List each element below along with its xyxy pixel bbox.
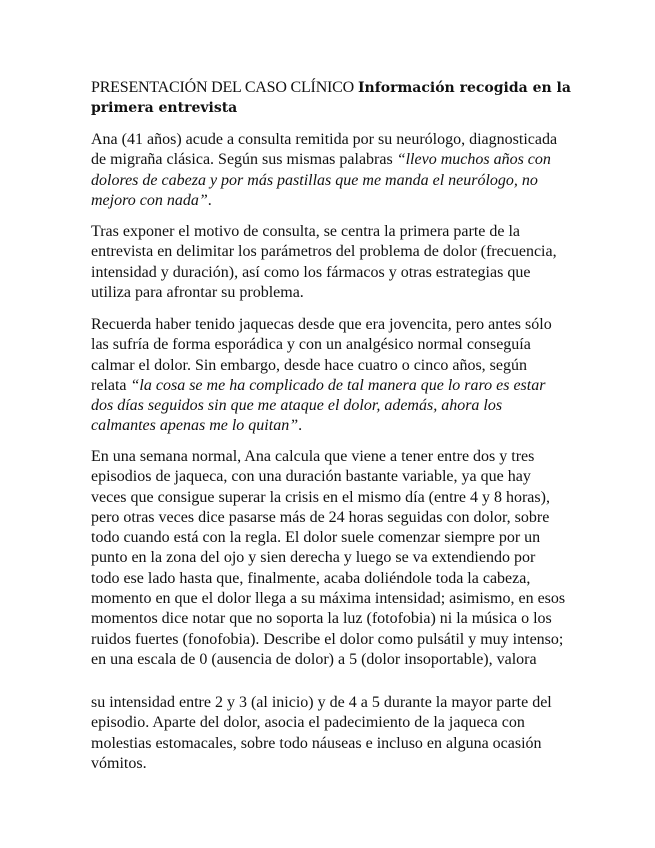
paragraph-text: En una semana normal, Ana calcula que viene a tener entre dos y tres episodios de jaqueca, con una duración bastante variable, ya que hay veces que consigue superar la crisis en el mismo día (entre 4 y 8 horas), pero otras veces dice pasarse más de 24 horas seguidas con dolor, sobre todo cuando está con la regla. El dolor suele comenzar siempre por un punto en la zona del ojo y sien derecha y luego se va extendiendo por todo ese lado hasta que, finalmente, acaba doliéndole toda la cabeza, momento en que el dolor llega a su máxima intensidad; asimismo, en esos momentos dice notar que no soporta la luz (fotofobia) ni la música o los ruidos fuertes (fonofobia). Describe el dolor como pulsátil y muy intenso; en una escala de 0 (ausencia de dolor) a 5 (dolor insoportable), valora: [91, 448, 566, 668]
paragraph-history: [91, 315, 566, 437]
paragraph-episodes: [91, 447, 566, 670]
patient-quote: “llevo muchos años con dolores de cabeza y por más pastillas que me manda el neurólogo, no mejoro con nada”: [91, 151, 551, 209]
heading-title: PRESENTACIÓN DEL CASO CLÍNICO: [91, 79, 354, 96]
paragraph-text: Ana (41 años) acude a consulta remitida por su neurólogo, diagnosticada de migraña clásica. Según sus mismas palabras: [91, 131, 558, 169]
paragraph-text: su intensidad entre 2 y 3 (al inicio) y de 4 a 5 durante la mayor parte del episodio. Aparte del dolor, asocia el padecimiento de la jaqueca con molestias estomacales, sobre todo náuseas e incluso en alguna ocasión vómitos.: [91, 694, 552, 772]
case-heading: [91, 78, 581, 118]
paragraph-intro: [91, 130, 566, 211]
heading-subtitle: Información recogida en la primera entrevista: [91, 80, 571, 116]
paragraph-end: .: [298, 417, 303, 435]
paragraph-intensity: [91, 693, 566, 774]
paragraph-text: Recuerda haber tenido jaquecas desde que era jovencita, pero antes sólo las sufría de forma esporádica y con un analgésico normal conseguía calmar el dolor. Sin embargo, desde hace cuatro o cinco años, según relata: [91, 316, 552, 394]
paragraph-text: Tras exponer el motivo de consulta, se centra la primera parte de la entrevista en delimitar los parámetros del problema de dolor (frecuencia, intensidad y duración), así como los fármacos y otras estrategias que utiliza para afrontar su problema.: [91, 223, 557, 301]
patient-quote: “la cosa se me ha complicado de tal manera que lo raro es estar dos días seguidos sin que me ataque el dolor, además, ahora los calmantes apenas me lo quitan”: [91, 376, 546, 435]
paragraph-end: .: [207, 191, 212, 209]
paragraph-interview: [91, 222, 566, 303]
